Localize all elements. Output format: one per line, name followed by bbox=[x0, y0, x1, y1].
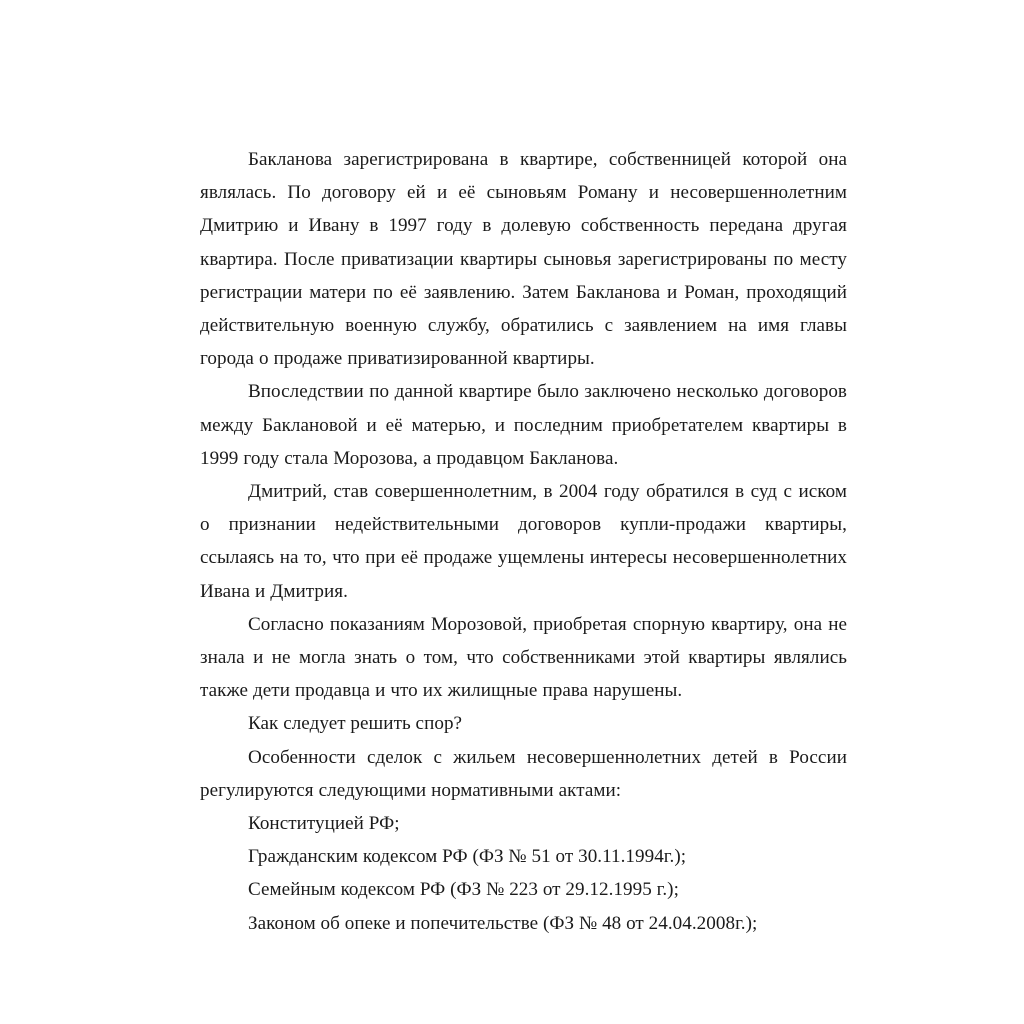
legal-act-guardianship-law: Законом об опеке и попечительстве (ФЗ № 48 от 24.04.2008г.); bbox=[248, 912, 758, 934]
document-text-column bbox=[200, 143, 847, 934]
paragraph-regulating-acts-intro: Особенности сделок с жильем несовершеннолетних детей в России регулируются следующими нормативными актами: bbox=[200, 746, 847, 801]
paragraph-dmitry-lawsuit: Дмитрий, став совершеннолетним, в 2004 году обратился в суд с иском о признании недействительными договоров купли-продажи квартиры, ссылаясь на то, что при её продаже ущемлены интересы несовершеннолетних Ивана и Дмитрия. bbox=[200, 481, 847, 602]
paragraph-baklanova-registration: Бакланова зарегистрирована в квартире, собственницей которой она являлась. По договору ей и её сыновьям Роману и несовершеннолетним Дмитрию и Ивану в 1997 году в долевую собственность передана другая квартира. После приватизации квартиры сыновья зарегистрированы по месту регистрации матери по её заявлению. Затем Бакланова и Роман, проходящий действительную военную службу, обратились с заявлением на имя главы города о продаже приватизированной квартиры. bbox=[200, 149, 847, 370]
legal-act-constitution: Конституцией РФ; bbox=[248, 813, 400, 835]
paragraph-morozova-testimony: Согласно показаниям Морозовой, приобретая спорную квартиру, она не знала и не могла знать о том, что собственниками этой квартиры являлись также дети продавца и что их жилищные права нарушены. bbox=[200, 613, 847, 702]
legal-act-family-code: Семейным кодексом РФ (ФЗ № 223 от 29.12.1995 г.); bbox=[248, 879, 679, 901]
legal-act-civil-code: Гражданским кодексом РФ (ФЗ № 51 от 30.11.1994г.); bbox=[248, 846, 687, 868]
paragraph-question-how-to-resolve: Как следует решить спор? bbox=[248, 713, 463, 735]
paragraph-contracts-history: Впоследствии по данной квартире было заключено несколько договоров между Баклановой и её матерью, и последним приобретателем квартиры в 1999 году стала Морозова, а продавцом Бакланова. bbox=[200, 381, 847, 469]
